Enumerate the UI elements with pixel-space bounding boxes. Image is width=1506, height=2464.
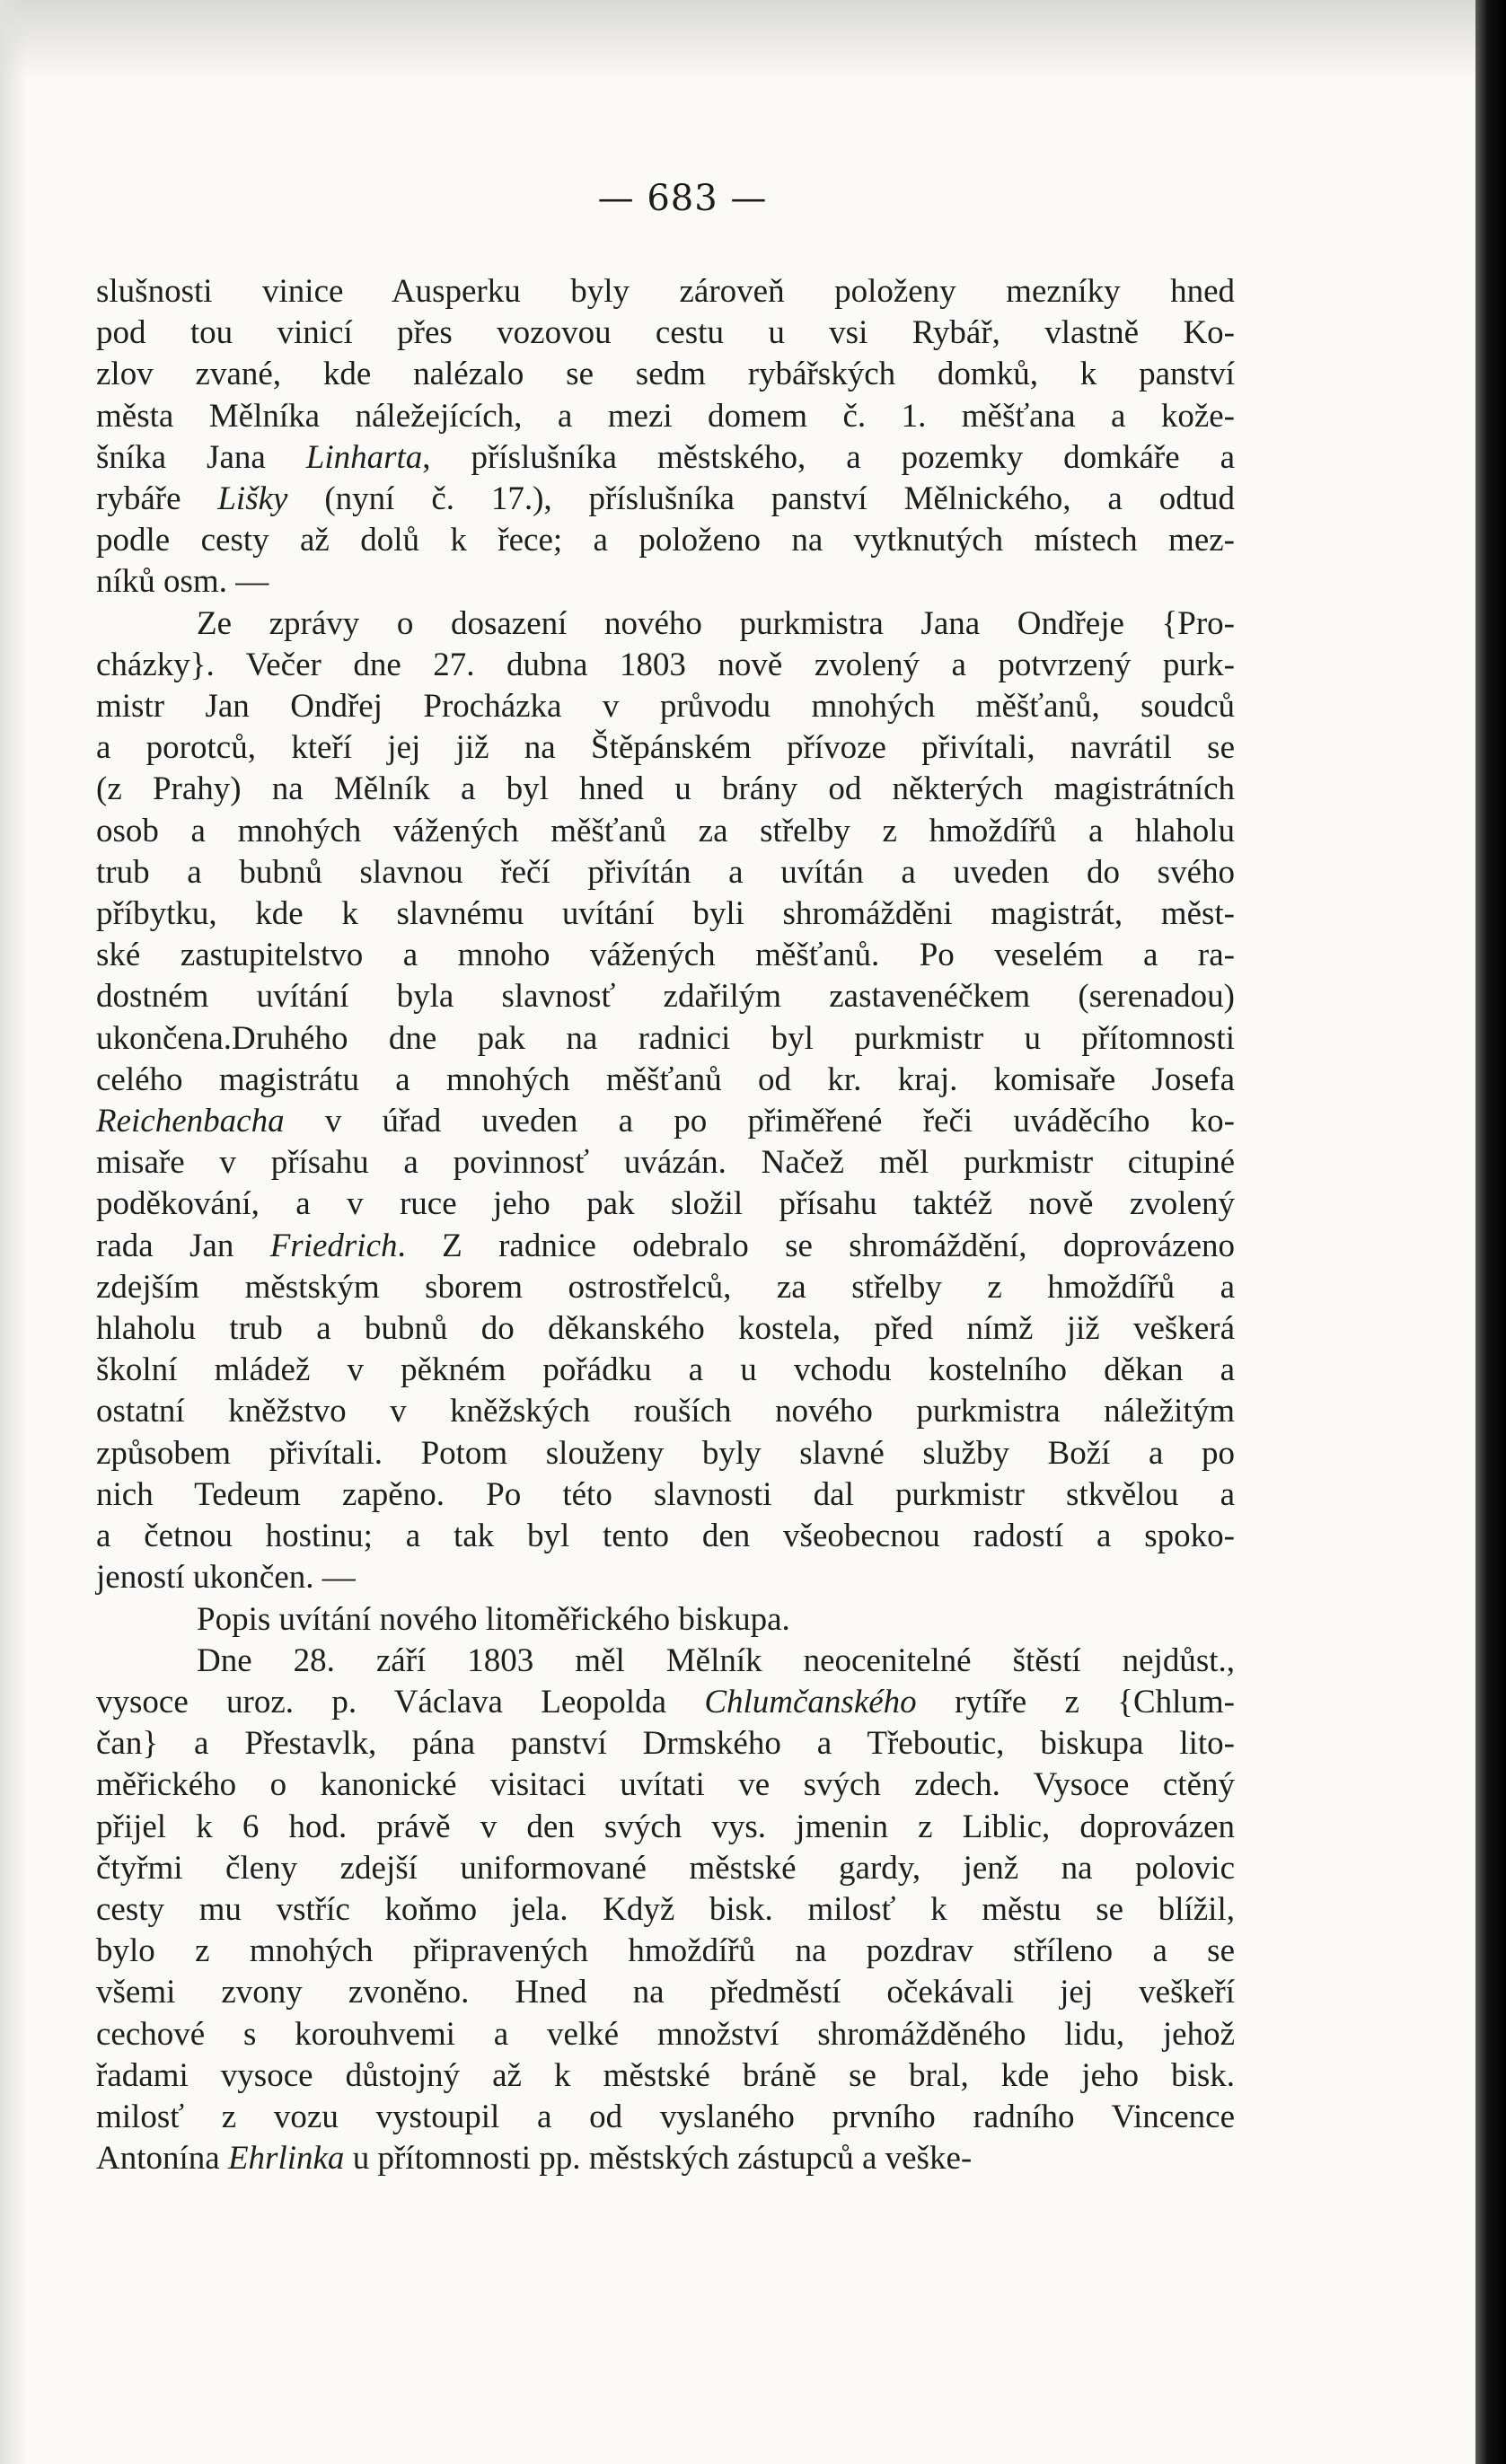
text-line: trub a bubnů slavnou řečí přivítán a uvítán a uveden do svého <box>96 853 1235 891</box>
text-line: a četnou hostinu; a tak byl tento den všeobecnou radostí a spoko- <box>96 1518 1235 1555</box>
paragraph-p4 <box>96 1641 1235 2180</box>
scan-right-edge <box>1475 0 1506 2464</box>
scan-top-shadow <box>0 0 1506 81</box>
text-line: (z Prahy) na Mělník a byl hned u brány od některých magistrátních <box>96 770 1235 808</box>
text-line: slušnosti vinice Ausperku byly zároveň položeny mezníky hned <box>96 273 1235 310</box>
italic-name: Reichenbacha <box>96 1103 285 1140</box>
text-line: Antonína Ehrlinka u přítomnosti pp. městských zástupců a veške- <box>96 2140 973 2178</box>
text-line: podle cesty až dolů k řece; a položeno na vytknutých místech mez- <box>96 522 1235 559</box>
text-line: osob a mnohých vážených měšťanů za střelby z hmoždířů a hlaholu <box>96 812 1235 849</box>
text-line: pod tou vinicí přes vozovou cestu u vsi Rybář, vlastně Ko- <box>96 314 1235 352</box>
text-line: Reichenbacha v úřad uveden a po přiměřené řeči uváděcího ko- <box>96 1103 1235 1140</box>
text-line: a porotců, kteří jej již na Štěpánském přívoze přivítali, navrátil se <box>96 729 1235 767</box>
text-line: cechové s korouhvemi a velké množství shromážděného lidu, jehož <box>96 2015 1235 2053</box>
text-line: přijel k 6 hod. právě v den svých vys. jmenin z Liblic, doprovázen <box>96 1808 1235 1845</box>
text-line: misaře v přísahu a povinnosť uvázán. Načež měl purkmistr citupiné <box>96 1144 1235 1182</box>
text-line: Ze zprávy o dosazení nového purkmistra Jana Ondřeje {Pro- <box>197 604 1235 642</box>
text-line: ostatní kněžstvo v kněžských rouších nového purkmistra náležitým <box>96 1393 1235 1430</box>
italic-name: Linharta <box>305 438 423 476</box>
text-line: ské zastupitelstvo a mnoho vážených měšťanů. Po veselém a ra- <box>96 937 1235 974</box>
text-line: všemi zvony zvoněno. Hned na předměstí očekávali jej veškeří <box>96 1974 1235 2011</box>
text-line: města Mělníka náležejících, a mezi domem č. 1. měšťana a kože- <box>96 397 1235 435</box>
text-line: Dne 28. září 1803 měl Mělník neocenitelné štěstí nejdůst., <box>197 1641 1235 1679</box>
text-line: mistr Jan Ondřej Procházka v průvodu mnohých měšťanů, soudců <box>96 688 1235 726</box>
text-line: školní mládež v pěkném pořádku a u vchodu kostelního děkan a <box>96 1351 1235 1389</box>
text-line: řadami vysoce důstojný až k městské bráně se bral, kde jeho bisk. <box>96 2056 1235 2094</box>
text-line: milosť z vozu vystoupil a od vyslaného prvního radního Vincence <box>96 2098 1235 2135</box>
text-line: příbytku, kde k slavnému uvítání byli shromážděni magistrát, měst- <box>96 895 1235 933</box>
italic-name: Friedrich <box>269 1227 398 1264</box>
text-line: bylo z mnohých připravených hmoždířů na pozdrav stříleno a se <box>96 1932 1235 1970</box>
text-line: níků osm. — <box>96 563 269 601</box>
text-line: hlaholu trub a bubnů do děkanského kostela, před nímž již veškerá <box>96 1310 1235 1348</box>
text-line: poděkování, a v ruce jeho pak složil přísahu taktéž nově zvolený <box>96 1185 1235 1223</box>
text-line: celého magistrátu a mnohých měšťanů od kr. kraj. komisaře Josefa <box>96 1060 1235 1098</box>
text-line: cházky}. Večer dne 27. dubna 1803 nově zvolený a potvrzený purk- <box>96 646 1235 683</box>
paragraph-p2 <box>96 603 1235 1599</box>
italic-name: Chlumčanského <box>704 1683 917 1720</box>
text-line: způsobem přivítali. Potom slouženy byly slavné služby Boží a po <box>96 1434 1235 1472</box>
text-line: čan} a Přestavlk, pána panství Drmského a Třeboutic, biskupa lito- <box>96 1725 1235 1763</box>
text-line: dostném uvítání byla slavnosť zdařilým zastavenéčkem (serenadou) <box>96 978 1235 1016</box>
text-line: čtyřmi členy zdejší uniformované městské gardy, jenž na polovic <box>96 1849 1235 1887</box>
text-line: nich Tedeum zapěno. Po této slavnosti dal purkmistr stkvělou a <box>96 1475 1235 1513</box>
text-line: cesty mu vstříc koňmo jela. Když bisk. milosť k městu se blížil, <box>96 1890 1235 1928</box>
scan-left-shadow <box>0 0 27 2464</box>
text-line: vysoce uroz. p. Václava Leopolda Chlumčanského rytíře z {Chlum- <box>96 1683 1236 1720</box>
text-line: Popis uvítání nového litoměřického biskupa. <box>197 1600 790 1638</box>
text-line: rada Jan Friedrich. Z radnice odebralo se shromáždění, doprovázeno <box>96 1227 1235 1264</box>
italic-name: Ehrlinka <box>227 2140 345 2178</box>
page-number: — 683 — <box>597 178 768 219</box>
text-line: zlov zvané, kde nalézalo se sedm rybářských domků, k panství <box>96 356 1235 393</box>
body-text <box>96 271 1235 2179</box>
text-line: zdejším městským sborem ostrostřelců, za střelby z hmoždířů a <box>96 1268 1235 1306</box>
text-line: ukončena.Druhého dne pak na radnici byl purkmistr u přítomnosti <box>96 1019 1235 1057</box>
paragraph-p1 <box>96 271 1235 603</box>
text-line: jeností ukončen. — <box>96 1559 356 1597</box>
text-line: měřického o kanonické visitaci uvítati ve svých zdech. Vysoce ctěný <box>96 1766 1235 1804</box>
text-line: rybáře Lišky (nyní č. 17.), příslušníka panství Mělnického, a odtud <box>96 480 1235 518</box>
italic-name: Lišky <box>217 480 288 518</box>
paragraph-p3 <box>96 1599 1235 1641</box>
text-line: šníka Jana Linharta, příslušníka městského, a pozemky domkáře a <box>96 438 1235 476</box>
